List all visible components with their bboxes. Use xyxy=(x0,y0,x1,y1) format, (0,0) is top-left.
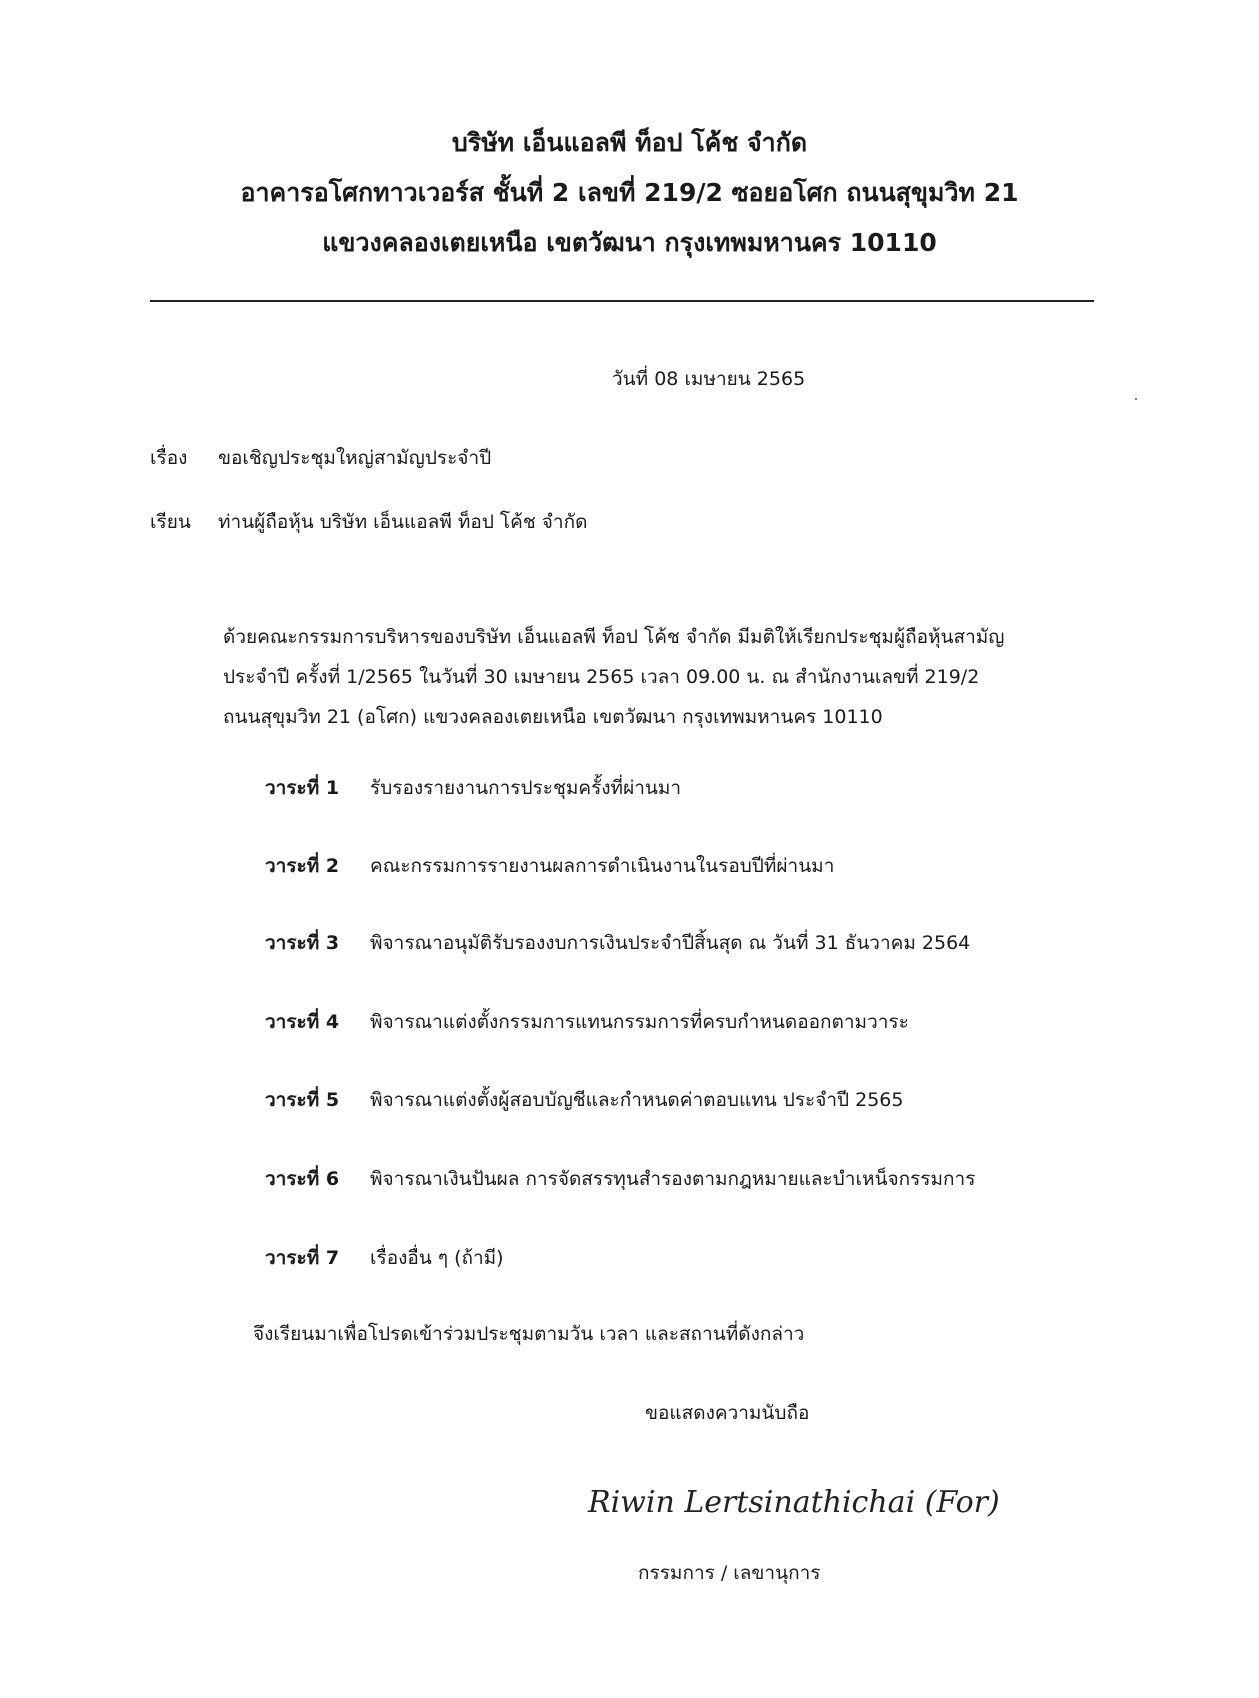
subject-text: ขอเชิญประชุมใหญ่สามัญประจำปี xyxy=(218,447,492,469)
company-name: บริษัท เอ็นแอลพี ท็อป โค้ช จำกัด xyxy=(451,128,808,157)
subject-label: เรื่อง xyxy=(150,447,188,469)
agenda-item-1-number: วาระที่ 1 xyxy=(265,777,340,799)
closing-sentence: จึงเรียนมาเพื่อโปรดเข้าร่วมประชุมตามวัน เวลา และสถานที่ดังกล่าว xyxy=(253,1323,805,1345)
company-address-line-2: แขวงคลองเตยเหนือ เขตวัฒนา กรุงเทพมหานคร 10110 xyxy=(322,228,937,257)
complimentary-close: ขอแสดงความนับถือ xyxy=(645,1402,810,1424)
signature: Riwin Lertsinathichai (For) xyxy=(588,1485,1000,1520)
scan-speck xyxy=(1135,398,1137,400)
signer-title: กรรมการ / เลขานุการ xyxy=(638,1562,821,1584)
intro-line-3: ถนนสุขุมวิท 21 (อโศก) แขวงคลองเตยเหนือ เขตวัฒนา กรุงเทพมหานคร 10110 xyxy=(223,706,883,728)
intro-line-1: ด้วยคณะกรรมการบริหารของบริษัท เอ็นแอลพี ท็อป โค้ช จำกัด มีมติให้เรียกประชุมผู้ถือหุ้นสามัญ xyxy=(223,626,1005,648)
intro-line-2: ประจำปี ครั้งที่ 1/2565 ในวันที่ 30 เมษายน 2565 เวลา 09.00 น. ณ สำนักงานเลขที่ 219/2 xyxy=(223,666,980,688)
agenda-item-3-text: พิจารณาอนุมัติรับรองงบการเงินประจำปีสิ้นสุด ณ วันที่ 31 ธันวาคม 2564 xyxy=(370,932,971,954)
agenda-item-3-number: วาระที่ 3 xyxy=(265,932,340,954)
agenda-item-4-text: พิจารณาแต่งตั้งกรรมการแทนกรรมการที่ครบกำหนดออกตามวาระ xyxy=(370,1011,909,1033)
agenda-item-7-text: เรื่องอื่น ๆ (ถ้ามี) xyxy=(370,1247,504,1269)
agenda-item-1-text: รับรองรายงานการประชุมครั้งที่ผ่านมา xyxy=(370,777,682,799)
agenda-item-5-number: วาระที่ 5 xyxy=(265,1089,340,1111)
company-address-line-1: อาคารอโศกทาวเวอร์ส ชั้นที่ 2 เลขที่ 219/2 ซอยอโศก ถนนสุขุมวิท 21 xyxy=(240,178,1019,207)
agenda-item-5-text: พิจารณาแต่งตั้งผู้สอบบัญชีและกำหนดค่าตอบแทน ประจำปี 2565 xyxy=(370,1089,904,1111)
agenda-item-4-number: วาระที่ 4 xyxy=(265,1011,340,1033)
agenda-item-6-number: วาระที่ 6 xyxy=(265,1168,340,1190)
letter-date: วันที่ 08 เมษายน 2565 xyxy=(612,368,806,390)
header-divider xyxy=(150,300,1094,302)
agenda-item-2-number: วาระที่ 2 xyxy=(265,855,340,877)
agenda-item-6-text: พิจารณาเงินปันผล การจัดสรรทุนสำรองตามกฎหมายและบำเหน็จกรรมการ xyxy=(370,1168,976,1190)
recipient-text: ท่านผู้ถือหุ้น บริษัท เอ็นแอลพี ท็อป โค้ช จำกัด xyxy=(218,511,588,533)
agenda-item-2-text: คณะกรรมการรายงานผลการดำเนินงานในรอบปีที่ผ่านมา xyxy=(370,855,835,877)
agenda-item-7-number: วาระที่ 7 xyxy=(265,1247,340,1269)
recipient-label: เรียน xyxy=(150,511,191,533)
